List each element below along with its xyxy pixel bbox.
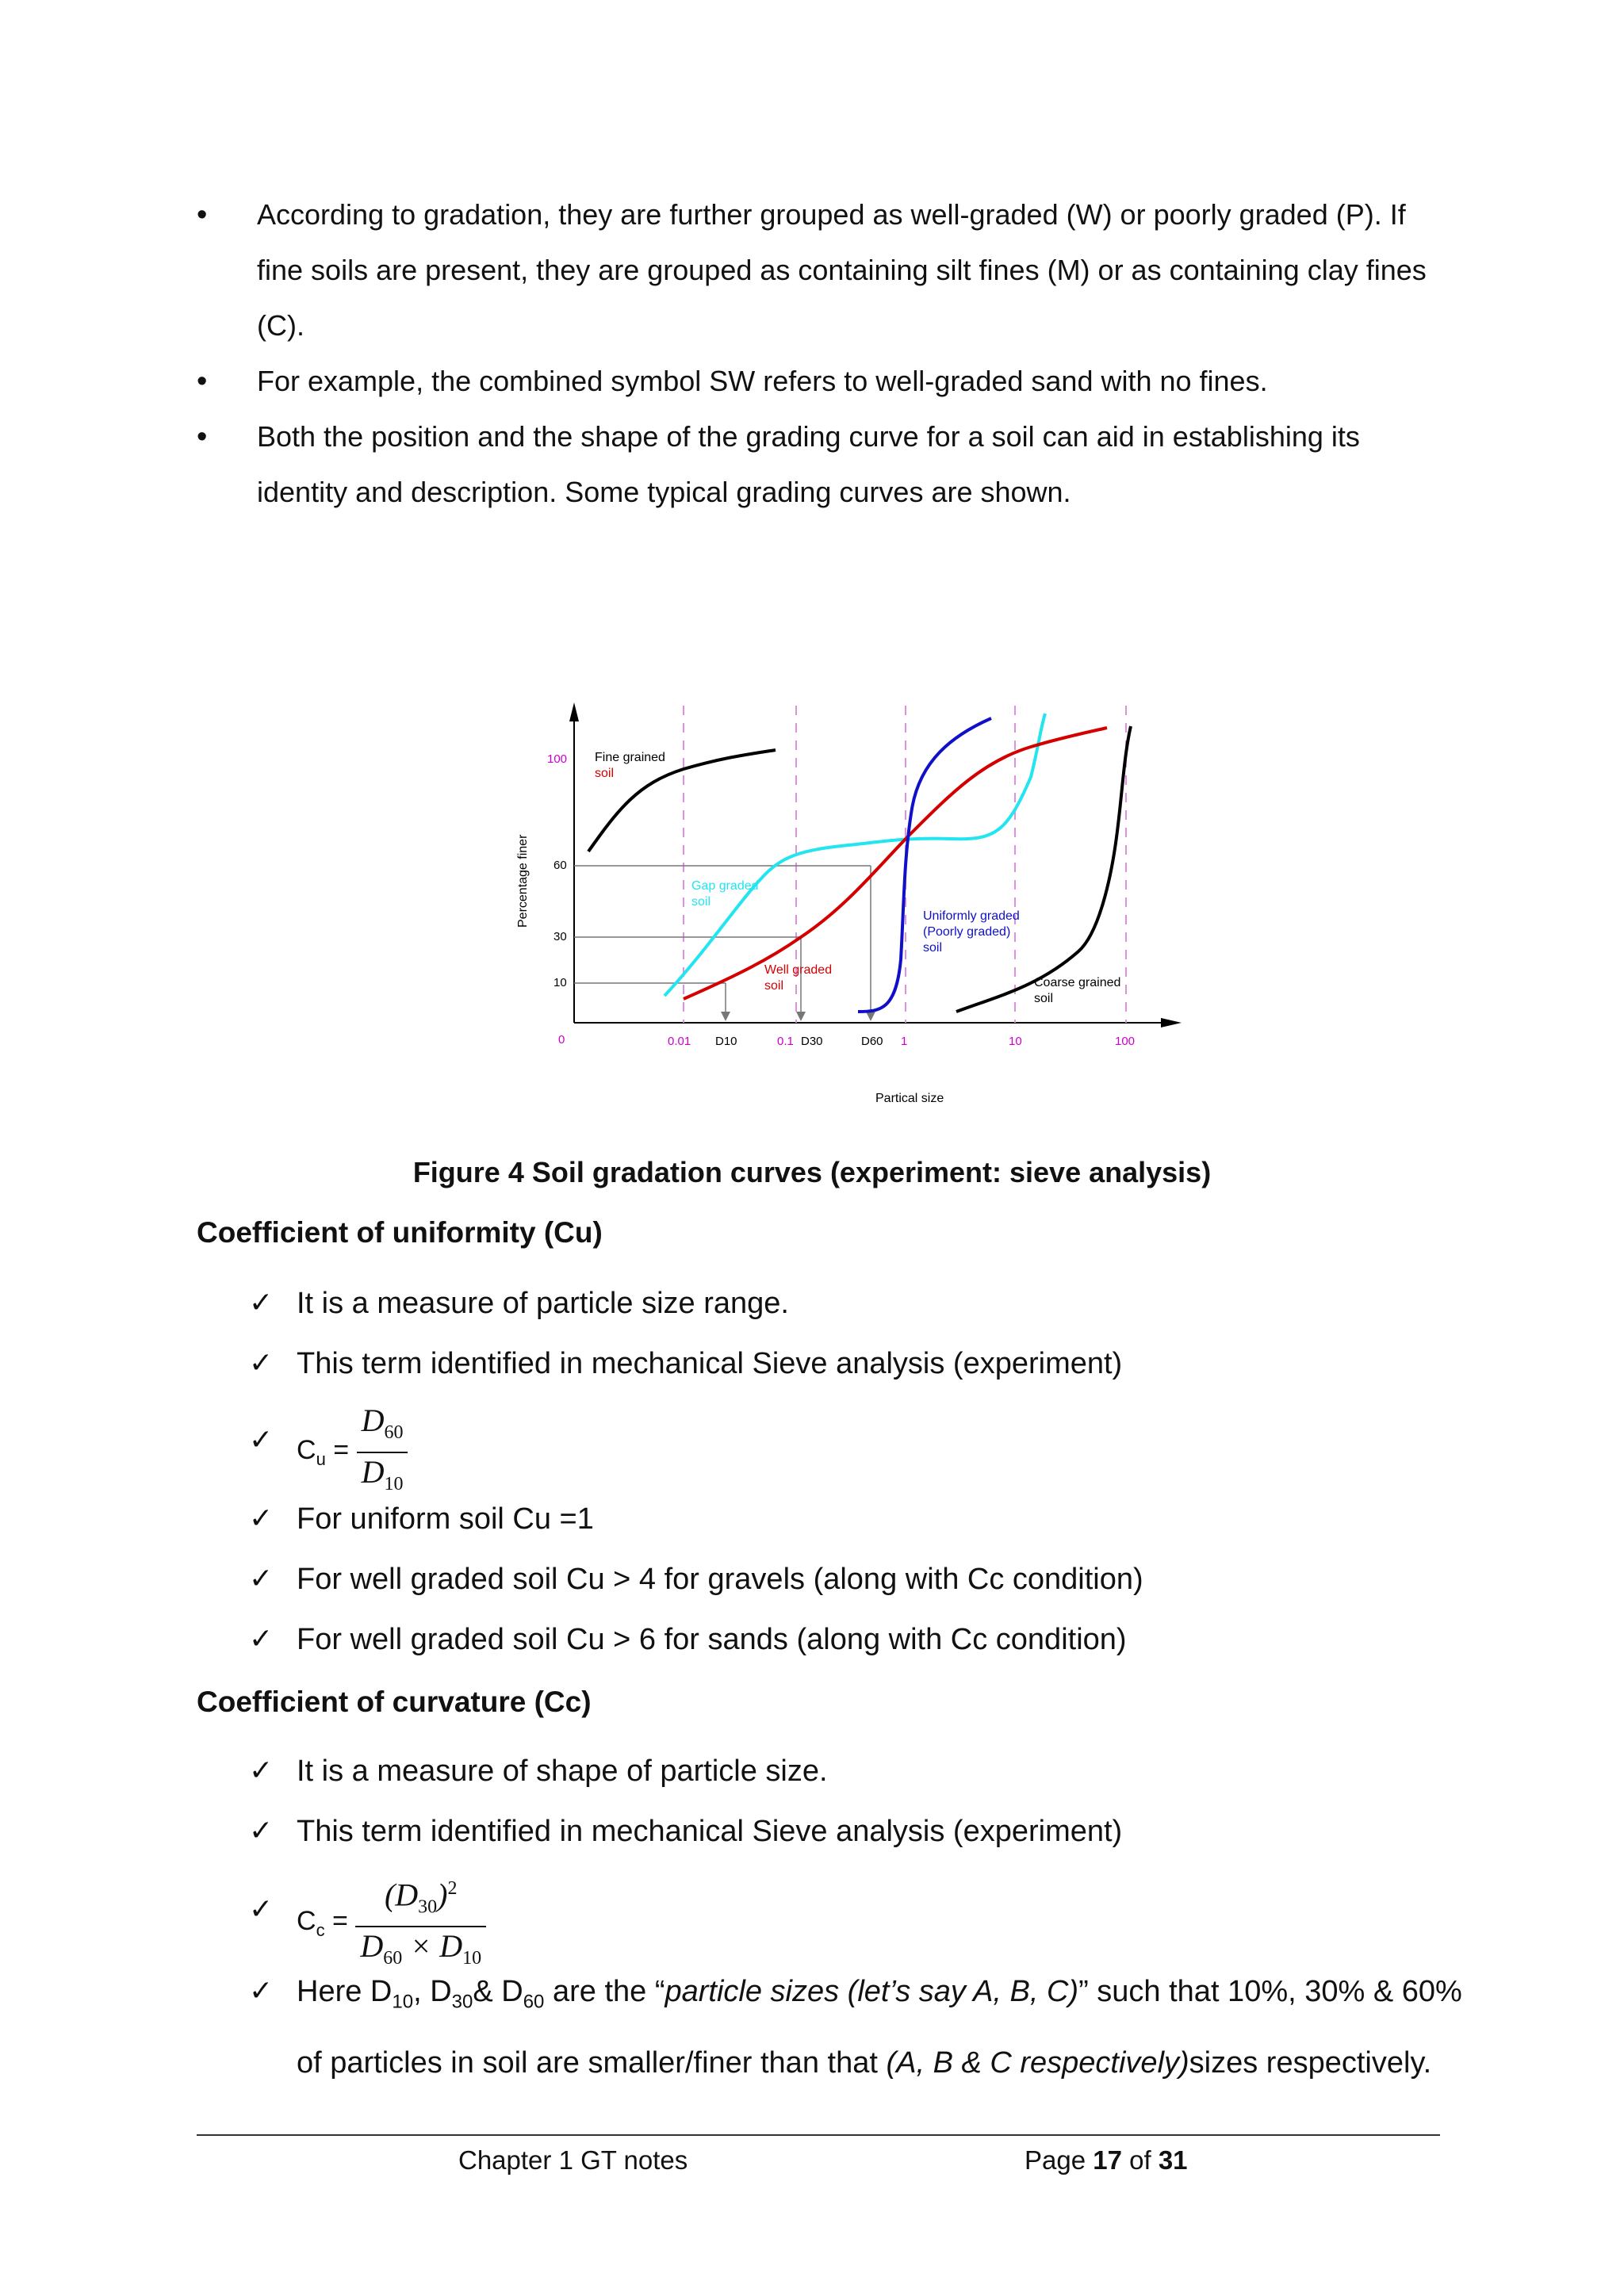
check-item: ✓ For well graded soil Cu > 4 for gravels (along with Cc condition): [246, 1549, 1475, 1609]
checkmark-icon: ✓: [249, 1623, 274, 1655]
well-graded-label-2: soil: [764, 979, 784, 993]
coarse-grained-label: Coarse grained: [1034, 976, 1121, 989]
x-tick-d10: D10: [715, 1035, 737, 1048]
check-item: ✓ This term identified in mechanical Sieve analysis (experiment): [246, 1334, 1475, 1394]
fine-grained-label: Fine grained: [595, 751, 665, 764]
cc-list: [246, 1741, 1475, 2093]
checkmark-icon: ✓: [249, 1347, 274, 1380]
uniformly-graded-label-3: soil: [923, 941, 943, 955]
uniformly-graded-label: Uniformly graded: [923, 909, 1020, 923]
cu-list: [246, 1273, 1475, 1670]
cc-fraction: $\frac{(D_{30})^2}{D_{60} \times D_{10}}$: [355, 1869, 486, 1977]
footer-divider: [197, 2134, 1440, 2136]
check-item: ✓ It is a measure of particle size range.: [246, 1273, 1475, 1334]
x-tick-d30: D30: [801, 1035, 823, 1048]
y-tick-30: 30: [553, 930, 567, 943]
bullet-icon: [197, 409, 213, 465]
check-item: ✓ For uniform soil Cu =1: [246, 1489, 1475, 1549]
gradation-chart: [508, 698, 1189, 1126]
y-tick-0: 0: [558, 1033, 565, 1047]
x-tick-10: 10: [1009, 1035, 1022, 1048]
cc-definition: ✓ Here $D_{10}$, $D_{30}\&$ $D_{60}$ are the “particle sizes (let’s say A, B, C)” such that 10%, 30% & 60% of particles in soil are smaller/finer than that (A, B & C respectively)sizes respectively.: [246, 1961, 1475, 2093]
uniformly-graded-label-2: (Poorly graded): [923, 925, 1011, 939]
y-axis-arrow-icon: [569, 702, 579, 721]
x-tick-100: 100: [1115, 1035, 1136, 1048]
bullet-item: • According to gradation, they are further grouped as well-graded (W) or poorly graded (P). If fine soils are present, they are grouped as containing silt fines (M) or as containing clay fines (C).: [197, 187, 1442, 354]
fine-grained-curve: [588, 750, 776, 851]
x-tick-0.1: 0.1: [777, 1035, 794, 1048]
well-graded-curve: [684, 728, 1107, 999]
bullet-list: [197, 187, 1442, 520]
gap-graded-label: Gap graded: [691, 879, 759, 893]
x-tick-d60: D60: [861, 1035, 883, 1048]
reference-arrows: [721, 1012, 875, 1021]
coarse-grained-label-2: soil: [1034, 992, 1054, 1005]
y-tick-60: 60: [553, 859, 567, 872]
gradation-figure: [508, 698, 1189, 1126]
cc-formula: ✓ $C_c$ = $\frac{(D_{30})^2}{D_{60} \times D_{10}}$: [246, 1862, 1475, 1961]
checkmark-icon: ✓: [249, 1287, 274, 1319]
checkmark-icon: ✓: [249, 1893, 274, 1926]
gap-graded-curve: [665, 714, 1045, 996]
x-axis-label: Partical size: [875, 1092, 944, 1105]
x-tick-1: 1: [901, 1035, 908, 1048]
checkmark-icon: ✓: [249, 1502, 274, 1535]
uniformly-graded-curve: [858, 718, 991, 1012]
checkmark-icon: ✓: [249, 1815, 274, 1847]
bullet-item: • Both the position and the shape of the grading curve for a soil can aid in establishing its identity and description. Some typical grading curves are shown.: [197, 409, 1442, 520]
bullet-icon: [197, 354, 213, 409]
check-item: ✓ It is a measure of shape of particle size.: [246, 1741, 1475, 1801]
checkmark-icon: ✓: [249, 1563, 274, 1595]
cu-fraction: $\frac{D_{60}}{D_{10}}$: [357, 1402, 408, 1503]
x-axis-arrow-icon: [1161, 1018, 1182, 1027]
y-tick-10: 10: [553, 976, 567, 989]
checkmark-icon: ✓: [249, 1424, 274, 1456]
bullet-item: • For example, the combined symbol SW refers to well-graded sand with no fines.: [197, 354, 1442, 409]
check-item: ✓ This term identified in mechanical Sieve analysis (experiment): [246, 1801, 1475, 1862]
footer-chapter: Chapter 1 GT notes: [458, 2145, 688, 2175]
y-axis-label: Percentage finer: [516, 834, 530, 928]
checkmark-icon: ✓: [249, 1755, 274, 1787]
x-tick-0.01: 0.01: [668, 1035, 691, 1048]
cu-heading: Coefficient of uniformity (Cu): [197, 1216, 603, 1249]
well-graded-label: Well graded: [764, 963, 833, 977]
figure-caption: Figure 4 Soil gradation curves (experiment: sieve analysis): [412, 1156, 1212, 1188]
bullet-icon: [197, 187, 213, 243]
cc-heading: Coefficient of curvature (Cc): [197, 1686, 592, 1718]
y-tick-100: 100: [547, 752, 568, 766]
fine-grained-label-2: soil: [595, 767, 615, 780]
footer-page-number: Page 17 of 31: [1025, 2145, 1188, 2175]
checkmark-icon: ✓: [249, 1975, 274, 2007]
check-item: ✓ For well graded soil Cu > 6 for sands (along with Cc condition): [246, 1609, 1475, 1670]
cu-formula: ✓ $C_u$ = $\frac{D_{60}}{D_{10}}$: [246, 1394, 1475, 1489]
gap-graded-label-2: soil: [691, 895, 711, 909]
